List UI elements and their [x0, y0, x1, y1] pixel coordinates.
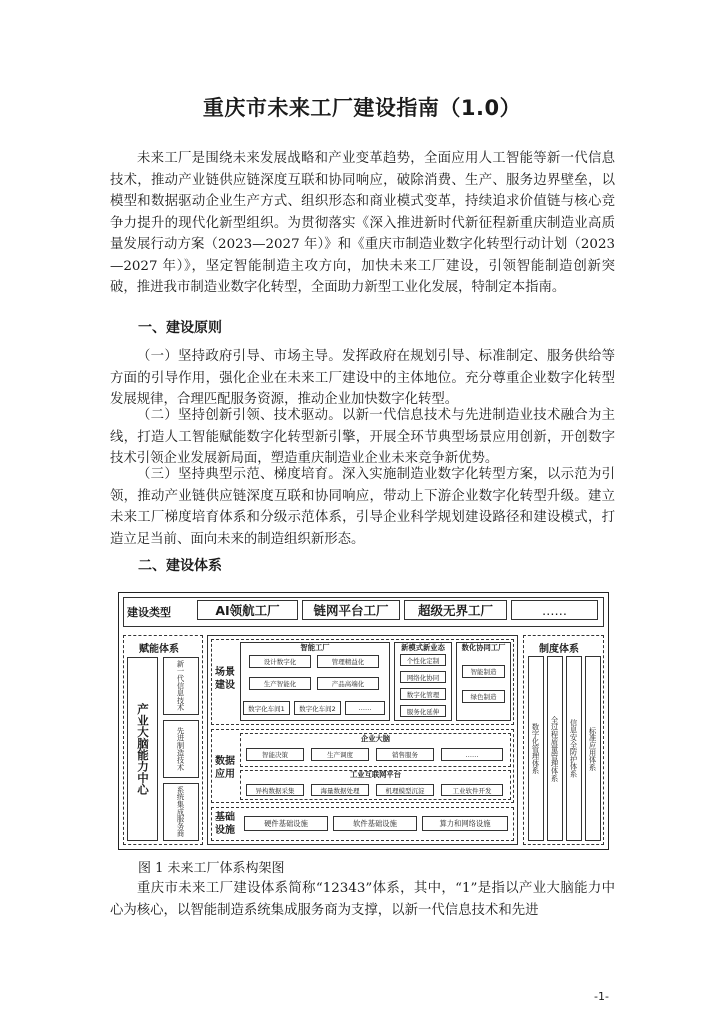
iip-item: 工业软件开发: [441, 784, 503, 796]
type-more: ……: [511, 600, 598, 620]
brain-center-box: [127, 657, 158, 841]
iip-item: 海量数据处理: [311, 784, 369, 796]
page-title: 重庆市未来工厂建设指南（1.0）: [202, 96, 522, 120]
figure-caption: 图 1 未来工厂体系构架图: [138, 861, 285, 876]
sf-item: 数字化车间2: [294, 701, 341, 715]
eb-item: 销售服务: [376, 748, 434, 761]
enable-item-2: 先进制造技术: [163, 720, 199, 778]
system-item-3: 信息安全防护体系: [566, 656, 582, 841]
brain-center-text: 产业大脑能力中心: [136, 703, 150, 795]
infra-label: 基础设施: [215, 812, 235, 836]
eb-item: 智能决策: [246, 748, 304, 761]
system-item-1: 数字化管理体系: [528, 656, 544, 841]
scene-label: 场景建设: [215, 667, 235, 691]
system-title: 制度体系: [539, 644, 579, 655]
infra-item: 算力和网络设施: [422, 816, 508, 831]
infra-item: 软件基础设施: [333, 816, 417, 831]
iip-title: 工业互联网平台: [349, 770, 402, 779]
sf-item: 设计数字化: [249, 655, 311, 668]
type-chain-factory: 链网平台工厂: [302, 600, 400, 620]
new-model-title: 新模式新业态: [401, 643, 445, 652]
iip-item: 异构数据采集: [246, 784, 304, 796]
sf-item: 数字化车间1: [243, 701, 290, 715]
after-figure-paragraph: 重庆市未来工厂建设体系简称“12343”体系，其中，“1”是指以产业大脑能力中心为核心，以智能制造系统集成服务商为支撑，以新一代信息技术和先进: [110, 881, 615, 918]
page-number: -1-: [594, 990, 609, 1003]
data-label: 数据应用: [215, 756, 235, 780]
sf-item: 产品高端化: [317, 677, 379, 690]
type-super-factory: 超级无界工厂: [404, 600, 507, 620]
enterprise-brain-title: 企业大脑: [360, 734, 391, 743]
principle-1: （一）坚持政府引导、市场主导。发挥政府在规划引导、标准制定、服务供给等方面的引导作用，强化企业在未来工厂建设中的主体地位。充分尊重企业数字化转型发展规律，合理匹配服务资源，推动企业加快数字化转型。: [110, 349, 615, 407]
infra-item: 硬件基础设施: [244, 816, 328, 831]
iip-item: 机理模型沉淀: [376, 784, 434, 796]
system-item-4: 标准应用体系: [585, 656, 601, 841]
nm-item: 数字化管理: [400, 688, 446, 700]
principle-3: （三）坚持典型示范、梯度培育。深入实施制造业数字化转型方案，以示范为引领，推动产业链供应链深度互联和协同响应，带动上下游企业数字化转型升级。建立未来工厂梯度培育体系和分级示范体系，引导企业科学规划建设路径和建设模式，打造立足当前、面向未来的制造组织新形态。: [110, 467, 615, 547]
types-label: 建设类型: [127, 606, 171, 619]
section1-heading: 一、建设原则: [138, 320, 222, 336]
architecture-diagram: [118, 592, 609, 850]
sf-item: ……: [345, 701, 385, 715]
type-ai-factory: AI领航工厂: [197, 600, 298, 620]
digital-factory-title: 数化协同工厂: [461, 643, 506, 652]
sf-item: 管理精益化: [317, 655, 379, 668]
nm-item: 网络化协同: [400, 671, 446, 683]
enable-title: 赋能体系: [139, 644, 179, 655]
eb-item: 生产调度: [311, 748, 369, 761]
eb-item: ……: [441, 748, 503, 761]
nm-item: 个性化定制: [400, 654, 446, 666]
digital-factory: [456, 642, 511, 721]
enable-item-3: 系统集成服务商: [163, 783, 199, 841]
smart-factory-title: 智能工厂: [300, 643, 330, 652]
principle-2: （二）坚持创新引领、技术驱动。以新一代信息技术与先进制造业技术融合为主线，打造人工智能赋能数字化转型新引擎，开展全环节典型场景应用创新，开创数字技术引领企业发展新局面，塑造重庆制造业企业未来竞争新优势。: [110, 408, 615, 466]
sf-item: 生产智能化: [249, 677, 311, 690]
df-item: 智能制造: [462, 665, 505, 678]
intro-paragraph: 未来工厂是围绕未来发展战略和产业变革趋势，全面应用人工智能等新一代信息技术，推动产业链供应链深度互联和协同响应，破除消费、生产、服务边界壁垒，以模型和数据驱动企业生产方式、组织形态和商业模式变革，持续追求价值链与核心竞争力提升的现代化新型组织。为贯彻落实《深入推进新时代新征程新重庆制造业高质量发展行动方案（2023—2027 年）》和《重庆市制造业数字化转型行动计划（2023—2027 年）》，坚定智能制造主攻方向，加快未来工厂建设，引领智能制造创新突破，推进我市制造业数字化转型，全面助力新型工业化发展，特制定本指南。: [110, 151, 615, 295]
system-item-2: 全过程质量管理体系: [547, 656, 563, 841]
enable-item-1: 新一代信息技术: [163, 657, 199, 715]
section2-heading: 二、建设体系: [138, 558, 222, 574]
nm-item: 服务化延伸: [400, 705, 446, 717]
df-item: 绿色制造: [462, 690, 505, 703]
